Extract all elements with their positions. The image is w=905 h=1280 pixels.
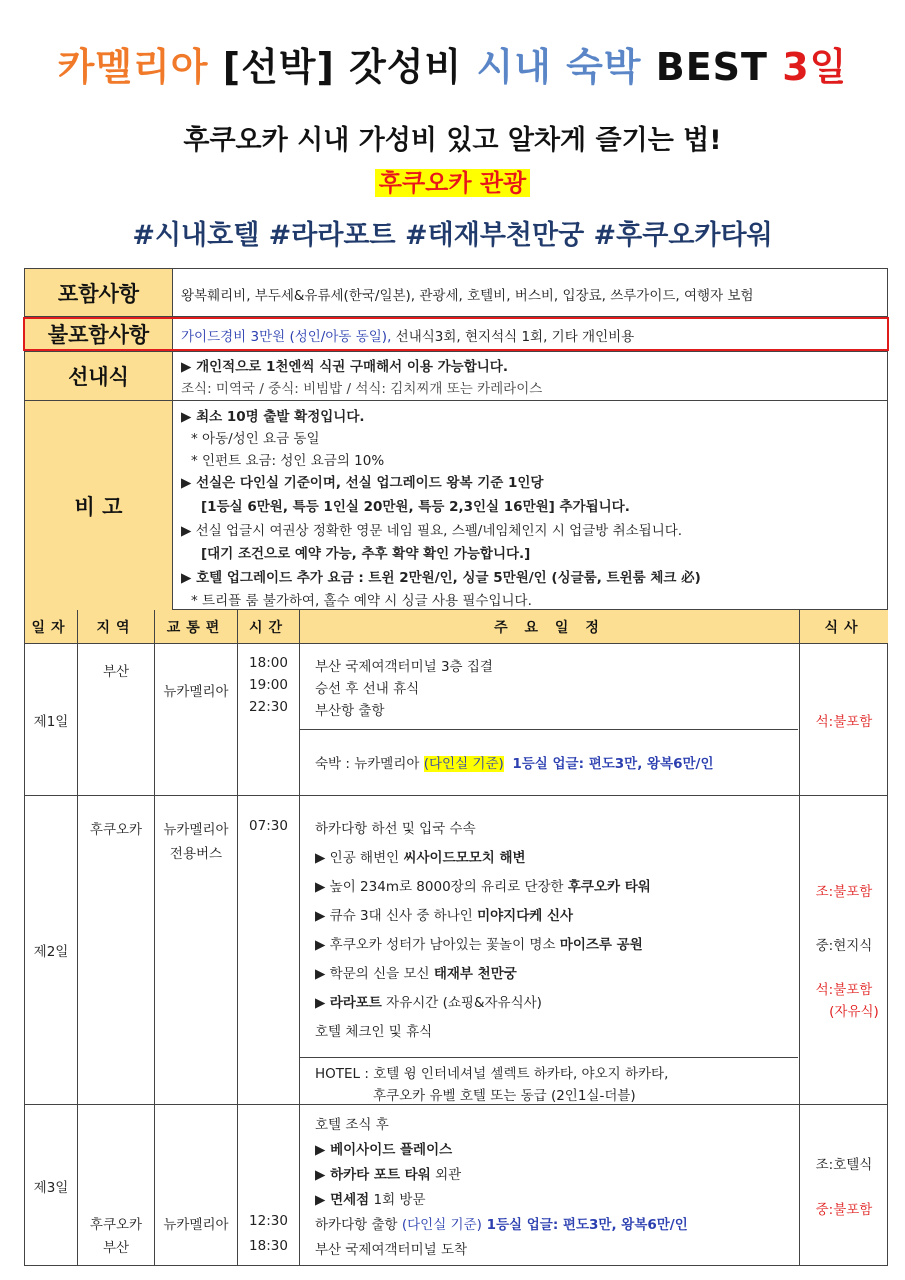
day2-transport-1: 뉴카멜리아 xyxy=(163,822,229,838)
note-5: [1등실 6만원, 특등 1인실 20만원, 특등 2,3인실 16만원] 추가됩니다. xyxy=(201,499,630,515)
meal-label: 선내식 xyxy=(25,352,173,400)
day1-meal: 석:불포함 xyxy=(815,714,873,730)
day2-item-5-bold: 태재부 천만궁 xyxy=(433,966,517,982)
meal-line2: 조식: 미역국 / 중식: 비빔밥 / 석식: 김치찌개 또는 카레라이스 xyxy=(181,381,543,397)
day3-line-0: 호텔 조식 후 xyxy=(315,1117,389,1133)
day1-transport: 뉴카멜리아 xyxy=(163,684,229,700)
day2-item-3-bold: 미야지다케 신사 xyxy=(477,908,574,924)
day2-item-4-pre: ▶ 후쿠오카 성터가 남아있는 꽃놀이 명소 xyxy=(315,937,560,953)
excluded-label: 불포함사항 xyxy=(25,317,173,351)
day2-item-2-pre: ▶ 높이 234m로 8000장의 유리로 단장한 xyxy=(315,879,568,895)
day3-item-3-bold: ▶ 면세점 xyxy=(315,1192,370,1208)
day3-transport: 뉴카멜리아 xyxy=(163,1217,229,1233)
day2-item-2 xyxy=(315,875,651,895)
day2-item-1-bold: 씨사이드모모치 해변 xyxy=(403,850,526,866)
title-stay: 시내 숙박 xyxy=(476,45,642,89)
day2-item-2-bold: 후쿠오카 타워 xyxy=(567,879,651,895)
day2-checkin: 호텔 체크인 및 휴식 xyxy=(315,1024,433,1040)
day1-line-3: 부산항 출항 xyxy=(315,703,385,719)
day3-item-3-post: 1회 방문 xyxy=(369,1192,426,1208)
note-2: * 아동/성인 요금 동일 xyxy=(191,431,320,447)
title-ship: [선박] 갓성비 xyxy=(222,45,463,89)
day2-label: 제2일 xyxy=(33,944,69,960)
day3-item-1: ▶ 베이사이드 플레이스 xyxy=(315,1142,453,1158)
included-label: 포함사항 xyxy=(25,269,173,316)
day2-item-4-bold: 마이즈루 공원 xyxy=(559,937,643,953)
note-4: ▶ 선실은 다인실 기준이며, 선실 업그레이드 왕복 기준 1인당 xyxy=(181,475,544,491)
header-schedule: 주 요 일 정 xyxy=(300,610,799,643)
day3-item-2 xyxy=(315,1163,461,1183)
day3-departure-room: (다인실 기준) xyxy=(401,1217,482,1233)
day3-time-2: 18:30 xyxy=(249,1238,288,1254)
day3-item-2-post: 외관 xyxy=(430,1167,462,1183)
excluded-rest: 선내식3회, 현지석식 1회, 기타 개인비용 xyxy=(391,329,635,345)
note-6: ▶ 선실 업글시 여권상 정확한 영문 네임 필요, 스펠/네임체인지 시 업글방 취소됩니다. xyxy=(181,523,683,539)
day2-item-3 xyxy=(315,904,573,924)
day3-departure xyxy=(315,1213,688,1233)
day2-meal-breakfast: 조:불포함 xyxy=(815,884,873,900)
excluded-highlight-box xyxy=(23,317,889,351)
day2-item-6-bold: 라라포트 xyxy=(329,995,382,1011)
day2-item-3-pre: ▶ 큐슈 3대 신사 중 하나인 xyxy=(315,908,478,924)
day3-meal-lunch: 중:불포함 xyxy=(815,1202,873,1218)
day1-line-2: 승선 후 선내 휴식 xyxy=(315,681,420,697)
schedule-table xyxy=(24,610,888,1266)
day2-meal-dinner: 석:불포함 xyxy=(815,982,873,998)
title-days: 3일 xyxy=(782,45,848,89)
day3-item-3 xyxy=(315,1188,426,1208)
day3-meal-breakfast: 조:호텔식 xyxy=(815,1157,873,1173)
day2-item-4 xyxy=(315,933,643,953)
day3-label: 제3일 xyxy=(33,1180,69,1196)
header-transport: 교통편 xyxy=(155,610,237,643)
day1-stay xyxy=(315,752,714,772)
header-time: 시간 xyxy=(238,610,299,643)
tag-badge: 후쿠오카 관광 xyxy=(375,169,530,197)
header-day: 일자 xyxy=(25,610,77,643)
tag-line xyxy=(0,163,905,198)
note-7: [대기 조건으로 예약 가능, 추후 확약 확인 가능합니다.] xyxy=(201,546,531,562)
day2-item-6-post: 자유시간 (쇼핑&자유식사) xyxy=(381,995,542,1011)
day1-time-1: 18:00 xyxy=(249,655,288,671)
note-label: 비 고 xyxy=(25,401,173,610)
day2-item-1 xyxy=(315,846,526,866)
header-meal: 식사 xyxy=(800,610,888,643)
note-9: * 트리플 룸 불가하여, 홀수 예약 시 싱글 사용 필수입니다. xyxy=(191,593,532,609)
day2-meal-dinner-note: (자유식) xyxy=(829,1004,879,1020)
day1-time-2: 19:00 xyxy=(249,677,288,693)
day3-time-1: 12:30 xyxy=(249,1213,288,1229)
day1-line-1: 부산 국제여객터미널 3층 집결 xyxy=(315,659,493,675)
main-title xyxy=(0,36,905,91)
day2-item-5-pre: ▶ 학문의 신을 모신 xyxy=(315,966,434,982)
day2-hotel-1: HOTEL : 호텔 윙 인터네셔널 셀렉트 하카타, 야오지 하카타, xyxy=(315,1066,669,1082)
day3-region-1: 후쿠오카 xyxy=(89,1217,143,1233)
day2-meal-lunch: 중:현지식 xyxy=(815,938,873,954)
header-region: 지역 xyxy=(78,610,154,643)
included-text: 왕복훼리비, 부두세&유류세(한국/일본), 관광세, 호텔비, 버스비, 입장료, 쓰루가이드, 여행자 보험 xyxy=(181,288,754,304)
day1-stay-prefix: 숙박 : 뉴카멜리아 xyxy=(315,756,424,772)
day2-hotel-2: 후쿠오카 유벨 호텔 또는 동급 (2인1실-더블) xyxy=(373,1088,636,1104)
title-best: BEST xyxy=(655,45,768,89)
day3-region-2: 부산 xyxy=(102,1240,130,1256)
day3-departure-upgrade: 1등실 업글: 편도3만, 왕복6만/인 xyxy=(481,1217,688,1233)
day2-line-0: 하카다항 하선 및 입국 수속 xyxy=(315,821,476,837)
title-brand: 카멜리아 xyxy=(57,45,209,89)
day2-region: 후쿠오카 xyxy=(89,822,143,838)
day1-stay-room: (다인실 기준) xyxy=(423,756,504,772)
day3-arrival: 부산 국제여객터미널 도착 xyxy=(315,1242,468,1258)
day3-item-2-bold: ▶ 하카타 포트 타워 xyxy=(315,1167,431,1183)
excluded-guide-fee: 가이드경비 3만원 (성인/아동 동일), xyxy=(181,329,392,345)
day1-time-3: 22:30 xyxy=(249,699,288,715)
note-8: ▶ 호텔 업그레이드 추가 요금 : 트윈 2만원/인, 싱글 5만원/인 (싱글룸, 트윈룸 체크 必) xyxy=(181,570,701,586)
subtitle: 후쿠오카 시내 가성비 있고 알차게 즐기는 법! xyxy=(183,125,722,156)
day2-transport-2: 전용버스 xyxy=(169,846,223,862)
hashtags: #시내호텔 #라라포트 #태재부천만궁 #후쿠오카타워 xyxy=(132,220,773,251)
meal-line1: ▶ 개인적으로 1천엔씩 식권 구매해서 이용 가능합니다. xyxy=(181,359,508,375)
note-1: ▶ 최소 10명 출발 확정입니다. xyxy=(181,409,365,425)
note-3: * 인펀트 요금: 성인 요금의 10% xyxy=(191,453,385,469)
day2-item-1-pre: ▶ 인공 해변인 xyxy=(315,850,404,866)
day2-item-6-pre: ▶ xyxy=(315,995,330,1011)
day1-region: 부산 xyxy=(102,664,130,680)
day3-departure-pre: 하카다항 출항 xyxy=(315,1217,402,1233)
day1-label: 제1일 xyxy=(33,714,69,730)
day2-item-6 xyxy=(315,991,542,1011)
day1-stay-upgrade: 1등실 업글: 편도3만, 왕복6만/인 xyxy=(512,756,714,772)
info-table xyxy=(24,268,888,610)
day2-item-5 xyxy=(315,962,517,982)
day2-time: 07:30 xyxy=(249,818,288,834)
